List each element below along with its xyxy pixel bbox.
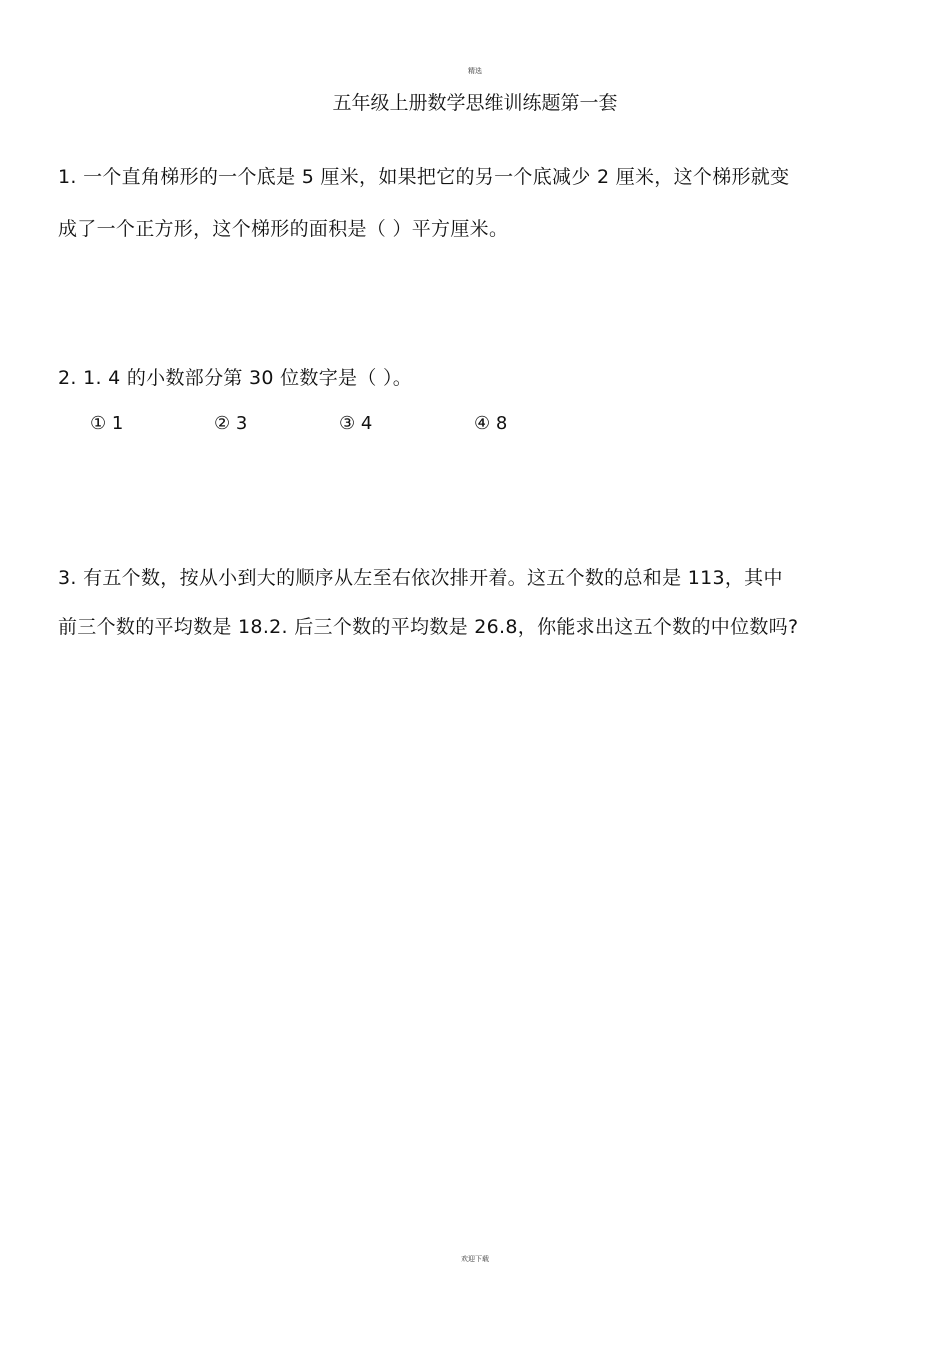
page-title: 五年级上册数学思维训练题第一套 xyxy=(332,92,618,114)
question-1-line-1: 1. 一个直角梯形的一个底是 5 厘米，如果把它的另一个底减少 2 厘米，这个梯形就变 xyxy=(58,166,790,188)
question-1-line-2: 成了一个正方形，这个梯形的面积是（ ）平方厘米。 xyxy=(58,218,509,240)
question-2-option-3: ③ 4 xyxy=(339,413,373,434)
question-3-line-1: 3. 有五个数，按从小到大的顺序从左至右依次排开着。这五个数的总和是 113，其中 xyxy=(58,567,783,589)
header-watermark: 精选 xyxy=(468,67,482,75)
footer-watermark: 欢迎下载 xyxy=(461,1255,489,1263)
question-3-line-2: 前三个数的平均数是 18.2. 后三个数的平均数是 26.8，你能求出这五个数的中位数吗? xyxy=(58,616,799,638)
question-2-option-4: ④ 8 xyxy=(474,413,508,434)
question-2-option-1: ① 1 xyxy=(90,413,124,434)
question-2-line-1: 2. 1. 4 的小数部分第 30 位数字是（ ）。 xyxy=(58,367,413,389)
question-2-option-2: ② 3 xyxy=(214,413,248,434)
